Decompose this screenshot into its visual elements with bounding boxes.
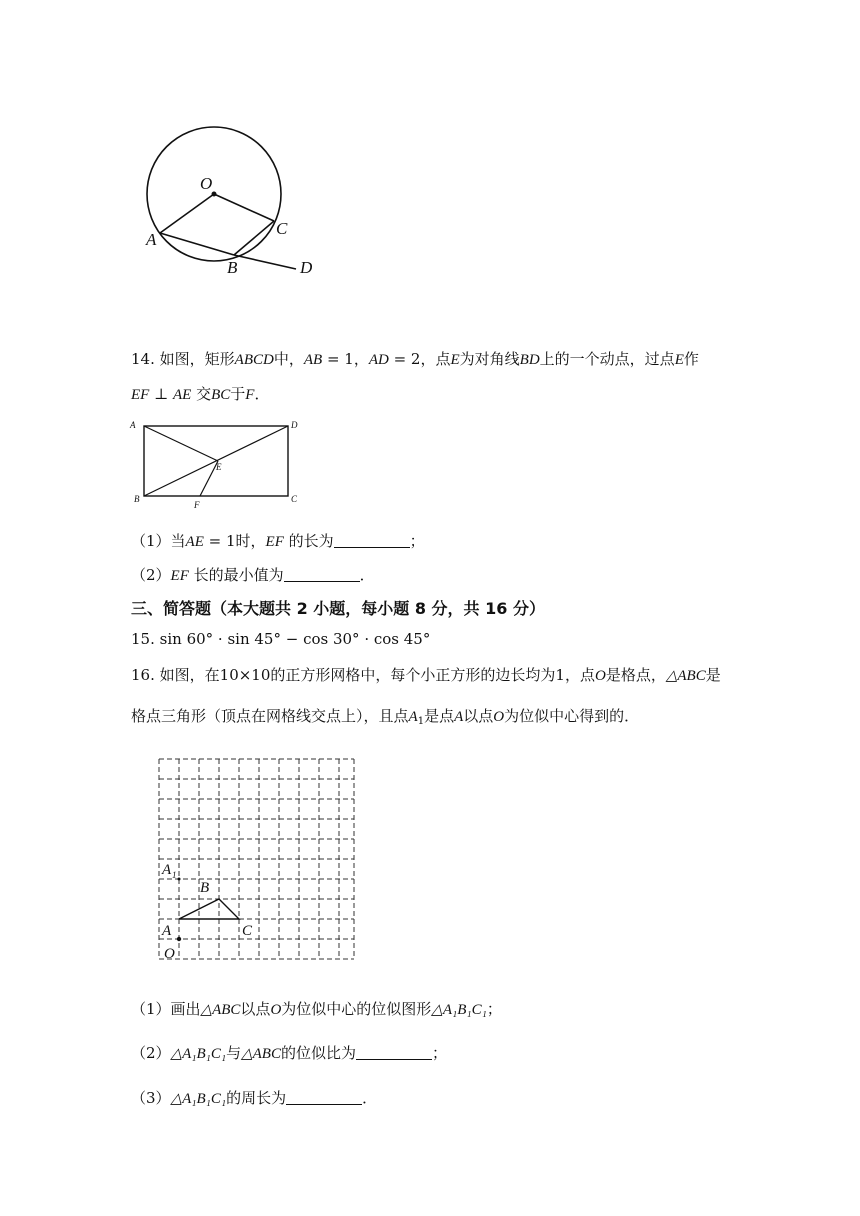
label-f: F [194, 500, 200, 510]
q16-line1: 16. 如图，在10×10的正方形网格中，每个小正方形的边长均为1，点O是格点，△ABC是 [131, 666, 721, 684]
q16-sub1: （1）画出△ABC以点O为位似中心的位似图形△A₁B₁C₁； [131, 1000, 502, 1018]
rectangle-figure [128, 416, 308, 514]
label-b: B [227, 258, 238, 277]
label-a: A [162, 923, 172, 939]
label-a1: A [162, 862, 172, 878]
label-c: C [276, 219, 288, 238]
q14-line2: EF ⊥ AE 交BC于F． [131, 385, 270, 403]
q16-sub2: （2）△A₁B₁C₁与△ABC的位似比为 ； [131, 1044, 447, 1062]
q14-sub2: （2）EF 长的最小值为 ． [131, 566, 375, 584]
label-o: O [200, 174, 213, 193]
section-heading: 三、简答题（本大题共 2 小题，每小题 8 分，共 16 分） [131, 599, 545, 618]
label-a: A [130, 420, 136, 430]
label-b: B [134, 494, 140, 504]
answer-blank[interactable] [334, 533, 410, 548]
label-b: B [200, 880, 210, 896]
grid-figure [150, 750, 370, 970]
label-a: A [146, 230, 157, 249]
answer-blank[interactable] [284, 567, 360, 582]
label-d: D [291, 420, 298, 430]
q14-line1: 14. 如图，矩形ABCD中，AB = 1，AD = 2，点E为对角线BD上的一个动点，过点E作 [131, 350, 699, 368]
label-c: C [242, 923, 253, 939]
label-d: D [300, 258, 313, 277]
q16-line2: 格点三角形（顶点在网格线交点上），且点$A_1$是点A以点O为位似中心得到的． [131, 707, 640, 727]
circle-figure [130, 125, 340, 285]
label-o: O [164, 946, 175, 962]
answer-blank[interactable] [356, 1045, 432, 1060]
label-e: E [216, 462, 222, 472]
q16-sub3: （3）△A₁B₁C₁的周长为 ． [131, 1089, 378, 1107]
label-c: C [291, 494, 298, 504]
q15-line: 15. sin 60° · sin 45° − cos 30° · cos 45° [131, 630, 431, 648]
q14-sub1: （1）当AE = 1时，EF 的长为 ； [131, 532, 425, 550]
answer-blank[interactable] [286, 1090, 362, 1105]
label-a1-sub: 1 [172, 870, 177, 880]
